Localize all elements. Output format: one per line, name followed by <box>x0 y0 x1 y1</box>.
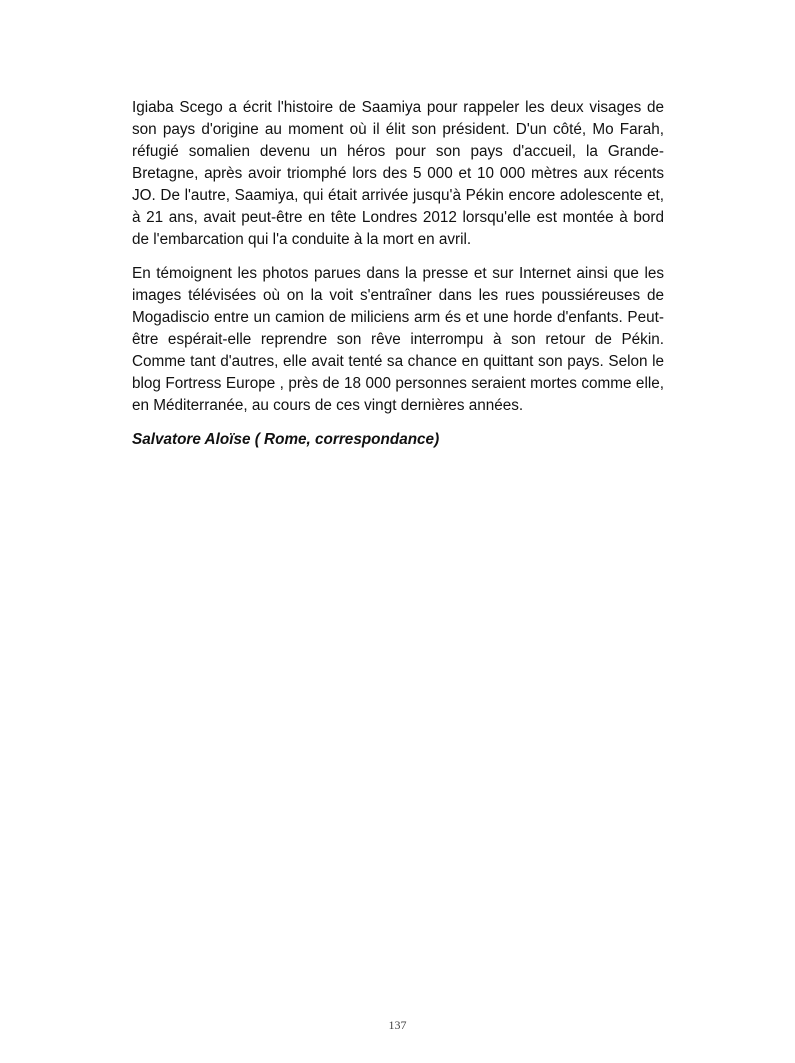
article-paragraph-1: Igiaba Scego a écrit l'histoire de Saamiya pour rappeler les deux visages de son pays d'origine au moment où il élit son président. D'un côté, Mo Farah, réfugié somalien devenu un héros pour son pays d'accueil, la Grande-Bretagne, après avoir triomphé lors des 5 000 et 10 000 mètres aux récents JO. De l'autre, Saamiya, qui était arrivée jusqu'à Pékin encore adolescente et, à 21 ans, avait peut-être en tête Londres 2012 lorsqu'elle est montée à bord de l'embarcation qui l'a conduite à la mort en avril. <box>132 99 664 248</box>
article-body <box>132 97 664 451</box>
article-paragraph-2: En témoignent les photos parues dans la presse et sur Internet ainsi que les images télévisées où on la voit s'entraîner dans les rues poussiéreuses de Mogadiscio entre un camion de miliciens arm és et une horde d'enfants. Peut-être espérait-elle reprendre son rêve interrompu à son retour de Pékin. Comme tant d'autres, elle avait tenté sa chance en quittant son pays. Selon le blog Fortress Europe , près de 18 000 personnes seraient mortes comme elle, en Méditerranée, au cours de ces vingt dernières années. <box>132 265 664 414</box>
author-signature: Salvatore Aloïse ( Rome, correspondance) <box>132 431 440 448</box>
page-number: 137 <box>388 1018 407 1032</box>
